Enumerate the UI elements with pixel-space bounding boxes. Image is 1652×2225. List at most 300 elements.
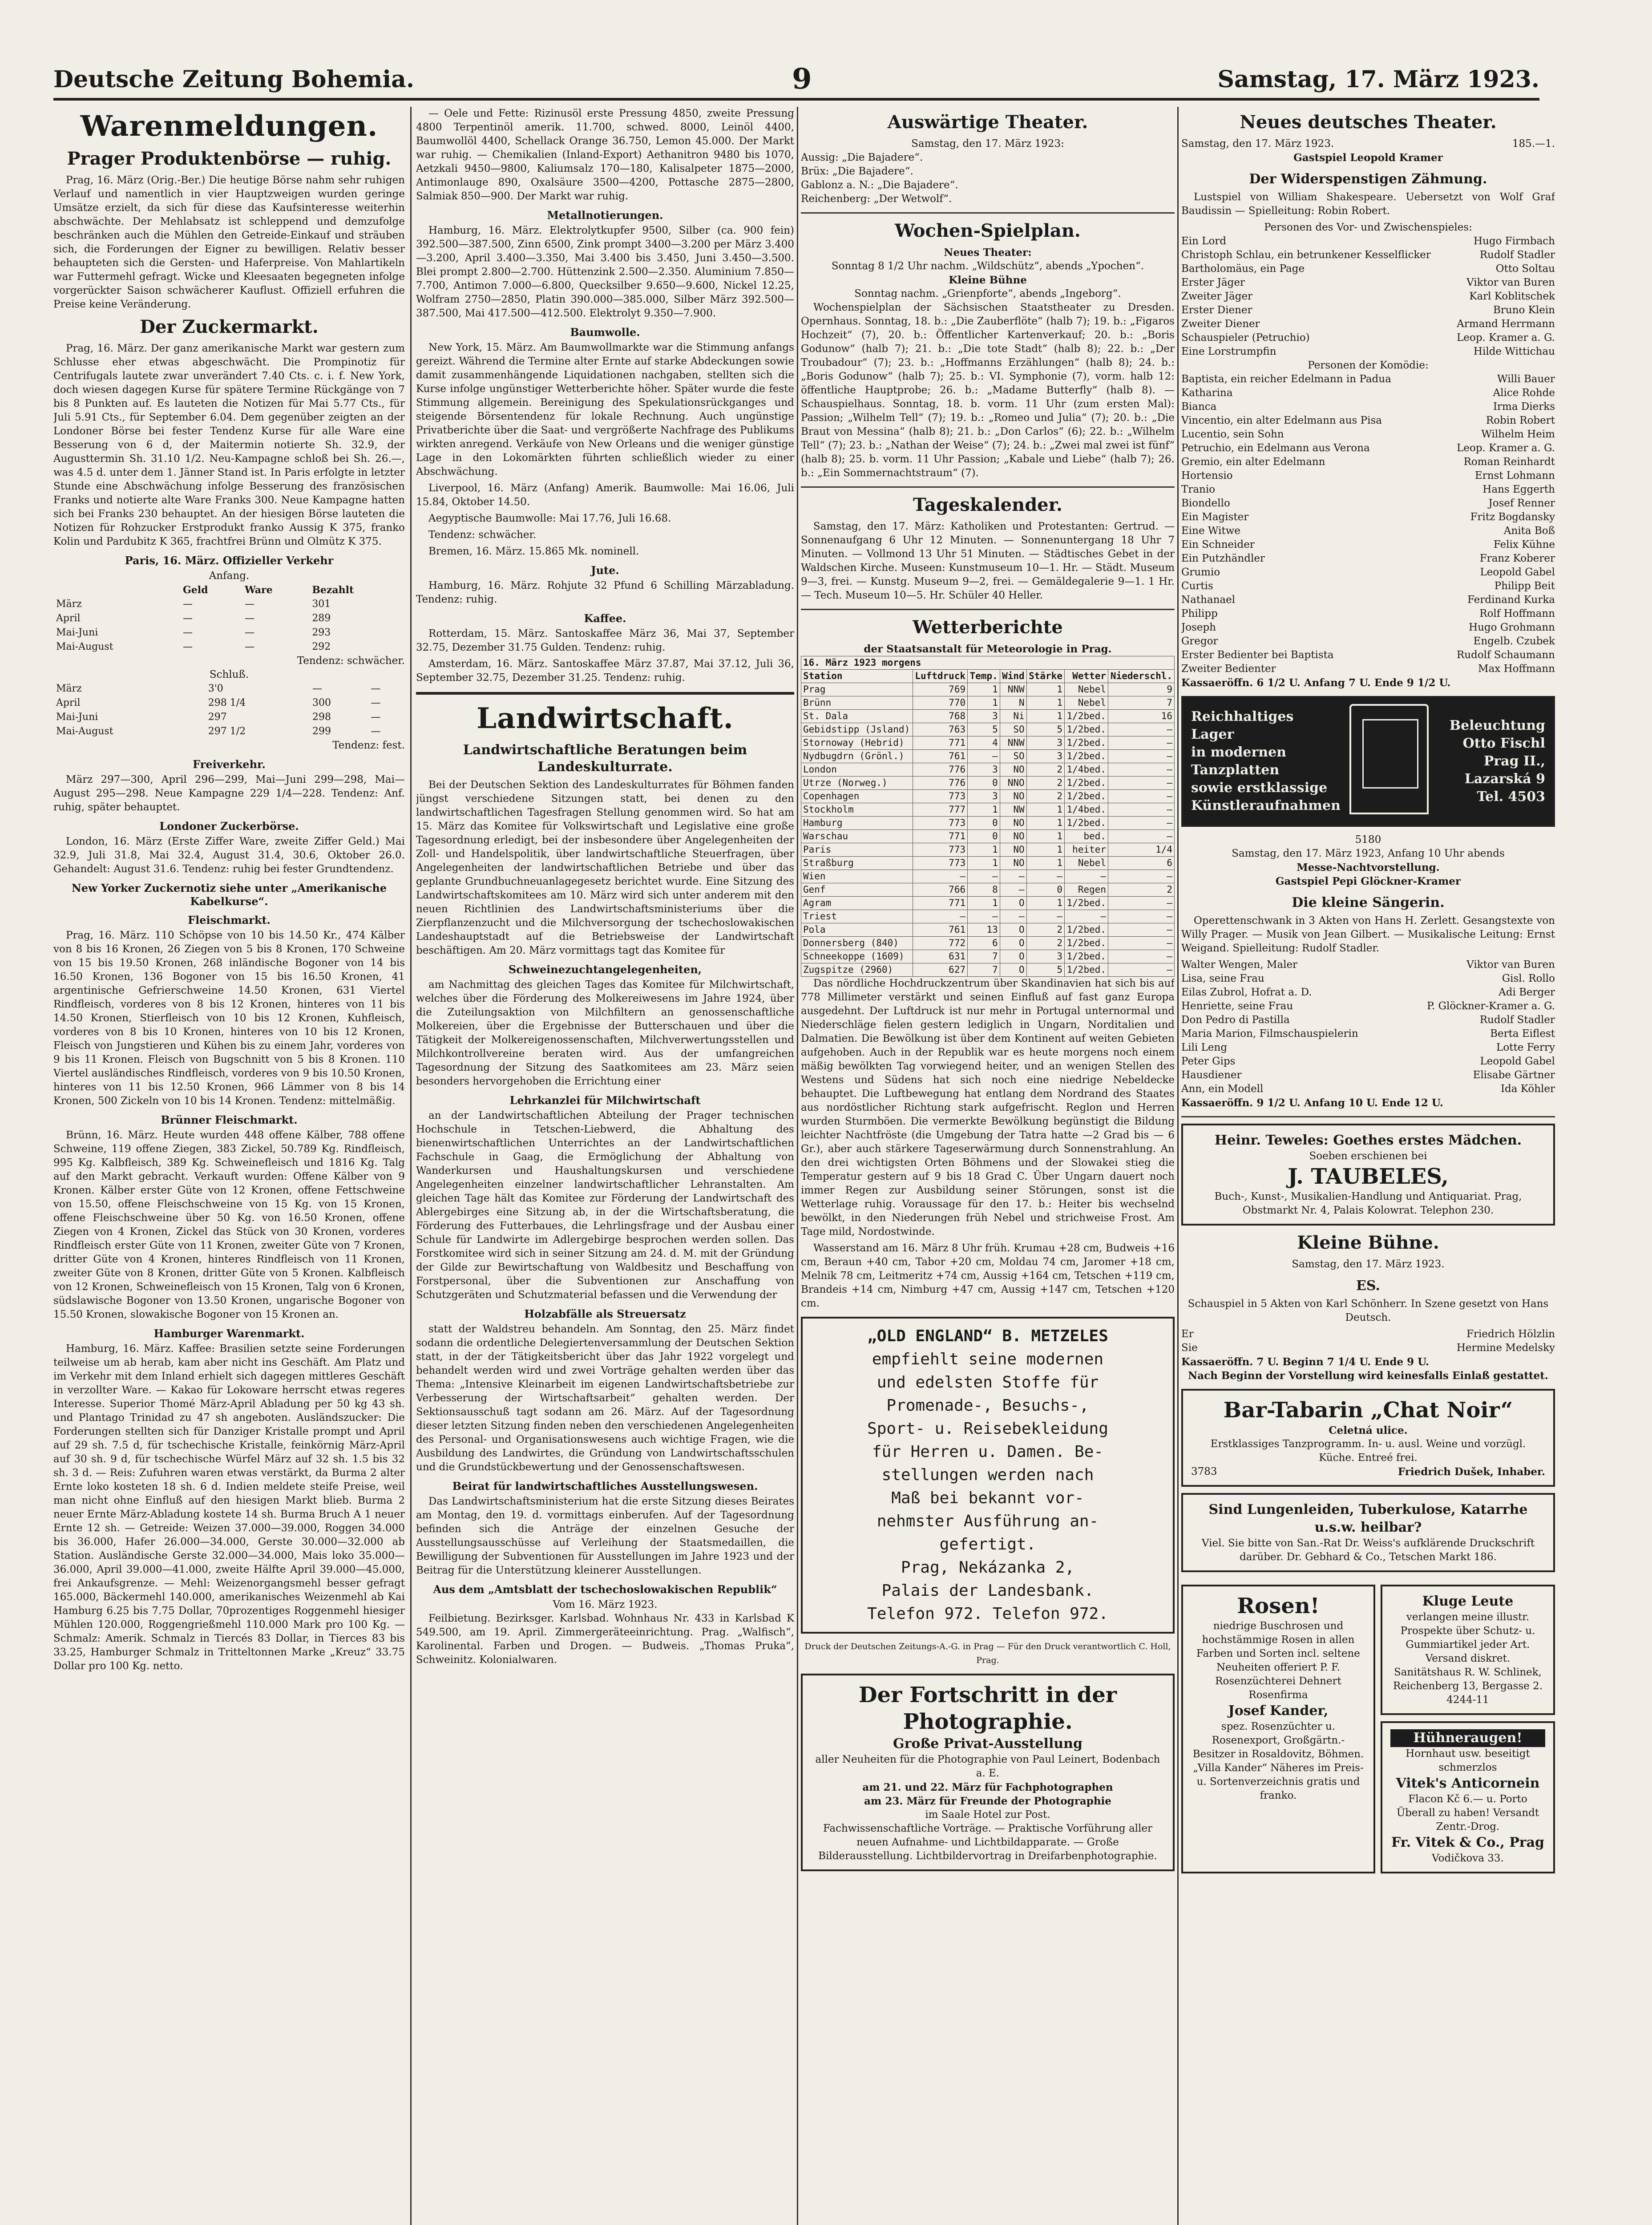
cast-row bbox=[1181, 538, 1555, 552]
table-cell: Stornoway (Hebrid) bbox=[801, 736, 913, 750]
article-heading: Jute. bbox=[591, 564, 619, 577]
ad-line: am 21. und 22. März für Fachphotographen bbox=[862, 1781, 1113, 1793]
masthead bbox=[53, 62, 1539, 101]
ad-brand: Vitek's Anticornein bbox=[1396, 1776, 1540, 1791]
actor-name: Hilde Wittichau bbox=[1473, 346, 1555, 357]
table-cell: April bbox=[56, 697, 81, 708]
table-cell: N bbox=[1000, 696, 1026, 710]
table-row bbox=[53, 611, 405, 626]
actor-name: P. Glöckner-Kramer a. G. bbox=[1427, 1000, 1555, 1012]
table-cell: — bbox=[1108, 817, 1175, 830]
table-cell: heiter bbox=[1064, 843, 1108, 857]
table-cell: Schneekoppe (1609) bbox=[801, 950, 913, 963]
notice: Nach Beginn der Vorstellung wird keinesfalls Einlaß gestattet. bbox=[1188, 1370, 1548, 1382]
table-row bbox=[801, 897, 1175, 910]
table-cell: — bbox=[1108, 910, 1175, 923]
table-cell: — bbox=[1000, 910, 1026, 923]
section-title: Landwirtschaft. bbox=[477, 702, 734, 735]
cast-row bbox=[1181, 386, 1555, 400]
table-row bbox=[801, 923, 1175, 937]
column-market-reports bbox=[53, 107, 405, 2225]
table-cell: 777 bbox=[913, 803, 967, 817]
performance-times: Kassaeröffn. 6 1/2 U. Anfang 7 U. Ende 9 1/2 U. bbox=[1181, 677, 1451, 689]
article-heading: Kleine Bühne. bbox=[1297, 1232, 1439, 1253]
actor-name: Hans Eggerth bbox=[1482, 484, 1555, 495]
ad-line: Fachwissenschaftliche Vorträge. — Praktische Vorführung aller neuen Aufnahme- und Lichtbildapparate. — Große Bilderausstellung. Lichtbildervortrag in Dreifarbenphotographie. bbox=[818, 1823, 1157, 1862]
article-heading: Prager Produktenbörse — ruhig. bbox=[67, 148, 392, 169]
guest-performer: Gastspiel Leopold Kramer bbox=[1293, 152, 1443, 164]
cast-row bbox=[1181, 414, 1555, 428]
article-subheading: Holzabfälle als Streuersatz bbox=[524, 1307, 686, 1320]
table-cell: 1 bbox=[968, 857, 1000, 870]
table-cell: O bbox=[1000, 937, 1026, 950]
ad-phone: Tel. 4503 bbox=[1477, 789, 1545, 805]
table-cell: Agram bbox=[801, 897, 913, 910]
cast-label: Personen der Komödie: bbox=[1308, 360, 1429, 371]
ad-line: Erstklassiges Tanzprogramm. In- u. ausl. Weine und vorzügl. Küche. Entreé frei. bbox=[1210, 1438, 1526, 1464]
cast-list bbox=[1181, 958, 1555, 1096]
article-text: statt der Waldstreu behandeln. Am Sonntag, den 25. März findet sodann die ordentliche Delegiertenversammlung der Deutschen Sektion statt, in der der Tätigkeitsbericht über das Jahr 1922 vorgelegt und behandelt werden wird und zwei Vorträge gehalten werden über das Thema: „Intensive Kleinarbeit im eigenen Landwirtschaftsbetriebe zur Verbesserung der Wirtschaftsarbeit“ gehalten werden. Der Sektionsausschuß tagt sodann am 26. März. Auf der Tagesordnung dieser letzten Sitzung finden neben den verschiedenen Angelegenheiten des Personal- und Organisationswesens auch wichtige Fragen, wie die Ausbildung des Landwirtes, die Gründung von Landwirtschaftsschulen und die Grundstückbewertung und der Genossenschaftswesen. bbox=[416, 1323, 794, 1473]
table-cell: Mai-August bbox=[56, 641, 113, 652]
ad-line: Telefon 972. Telefon 972. bbox=[867, 1605, 1108, 1623]
article-subheading: Schweinezuchtangelegenheiten, bbox=[508, 963, 702, 976]
performance-times: Kassaeröffn. 9 1/2 U. Anfang 10 U. Ende 12 U. bbox=[1181, 1097, 1443, 1109]
role-name: Lisa, seine Frau bbox=[1181, 973, 1264, 984]
actor-name: Hermine Medelsky bbox=[1456, 1342, 1555, 1354]
cast-row bbox=[1181, 1341, 1555, 1355]
article-subheading: der Staatsanstalt für Meteorologie in Prag. bbox=[864, 643, 1112, 655]
table-cell: Prag bbox=[801, 683, 913, 696]
cast-row bbox=[1181, 483, 1555, 497]
cast-row bbox=[1181, 331, 1555, 345]
table-cell: Warschau bbox=[801, 830, 913, 843]
cast-row bbox=[1181, 621, 1555, 635]
ad-line: Reichhaltiges Lager bbox=[1191, 709, 1294, 742]
table-cell: — bbox=[244, 599, 254, 610]
article-text: Brünn, 16. März. Heute wurden 448 offene Kälber, 788 offene Schweine, 119 offene Ziegen, 383 Zickel, 50.789 Kg. Rindfleisch, 995 Kg. Kalbfleisch, 389 Kg. Schweinefleisch und 1816 Kg. Talg auf den Markt gebracht. Verkauft wurden: Offene Kälber von 9 Kronen. Kälber erster Güte von 12 Kronen, offene Fettschweine von 15.50, offene Fleischschweine von 15 Kg. von 15 Kronen, offene Fleischschweine über 50 Kg. von 16.50 Kronen, offene Ziegen von 4 Kronen, Zickel das Stück von 30 Kronen, vorderes Rindfleisch erster Güte von 11 Kronen, zweiter Güte von 7 Kronen, dritter Güte von 4 Kronen, hinteres Rindfleisch von 11 Kronen, zweiter Güte von 8 Kronen, dritter Güte von 5 Kronen. Kalbfleisch von 12 Kronen, Schweinefleisch von 15 Kronen, Talg von 6 Kronen, südslawische Bogoner von 13.50 Kronen, ungarische Bogoner von 15.50 Kronen, slowakische Bogoner von 15 Kronen an. bbox=[53, 1129, 405, 1320]
role-name: Zweiter Jäger bbox=[1181, 291, 1253, 302]
article-text: London, 16. März (Erste Ziffer Ware, zweite Ziffer Geld.) Mai 32.9, Juli 31.8, Mai 32.4, August 31.4, 30.6, Oktober 26.0. Gehandelt: August 31.6. Tendenz: ruhig bei fester Grundtendenz. bbox=[53, 836, 405, 875]
table-caption: Anfang. bbox=[209, 570, 250, 582]
ad-line: gefertigt. bbox=[939, 1535, 1036, 1553]
table-cell: 1 bbox=[1026, 897, 1064, 910]
ad-line: verlangen meine illustr. Prospekte über Schutz- u. Gummiartikel jeder Art. Versand diskret. Sanitätshaus R. W. Schlinek, Reichenberg 13, Bergasse 2. bbox=[1393, 1611, 1543, 1692]
ad-row bbox=[1181, 1578, 1555, 1880]
role-name: Katharina bbox=[1181, 387, 1233, 399]
actor-name: Adi Berger bbox=[1499, 987, 1555, 998]
role-name: Eine Lorstrumpfin bbox=[1181, 346, 1276, 357]
table-cell: 1 bbox=[1026, 817, 1064, 830]
role-name: Gremio, ein alter Edelmann bbox=[1181, 456, 1325, 468]
table-cell: April bbox=[56, 613, 81, 624]
actor-name: Alice Rohde bbox=[1493, 387, 1555, 399]
table-row bbox=[801, 910, 1175, 923]
ad-line: Sport- u. Reisebekleidung bbox=[867, 1420, 1108, 1438]
actor-name: Ferdinand Kurka bbox=[1467, 594, 1555, 606]
rosen-ad bbox=[1181, 1585, 1375, 1873]
gramophone-icon bbox=[1349, 704, 1429, 814]
ad-line: im Saale Hotel zur Post. bbox=[925, 1809, 1050, 1820]
table-cell: 300 bbox=[312, 697, 331, 708]
cast-row bbox=[1181, 317, 1555, 331]
table-row bbox=[801, 857, 1175, 870]
play-title: Der Widerspenstigen Zähmung. bbox=[1249, 171, 1487, 187]
table-cell: SO bbox=[1000, 750, 1026, 763]
ad-line: Überall zu haben! Versandt Zentr.-Drog. bbox=[1396, 1807, 1539, 1833]
table-cell: SO bbox=[1000, 723, 1026, 736]
table-cell: Nebel bbox=[1064, 696, 1108, 710]
actor-name: Leopold Gabel bbox=[1480, 1056, 1555, 1067]
table-header bbox=[53, 583, 180, 597]
table-cell: — bbox=[1108, 830, 1175, 843]
table-cell: — bbox=[371, 712, 381, 723]
ad-line: Palais der Landesbank. bbox=[881, 1582, 1094, 1600]
section-title: Warenmeldungen. bbox=[80, 109, 378, 143]
kluge-ad bbox=[1381, 1585, 1555, 1715]
table-cell: 0 bbox=[968, 777, 1000, 790]
table-cell: 1/4 bbox=[1108, 843, 1175, 857]
table-cell: NNO bbox=[1000, 777, 1026, 790]
ad-title: Sind Lungenleiden, Tuberkulose, Katarrhe u.s.w. heilbar? bbox=[1208, 1502, 1528, 1535]
table-cell: 1 bbox=[1026, 843, 1064, 857]
list-item: Reichenberg: „Der Wetwolf“. bbox=[801, 193, 952, 205]
table-row bbox=[801, 736, 1175, 750]
cast-row bbox=[1181, 579, 1555, 593]
table-cell: 772 bbox=[913, 937, 967, 950]
table-cell: 0 bbox=[1026, 883, 1064, 897]
table-row bbox=[801, 963, 1175, 977]
actor-name: Rudolf Schaumann bbox=[1456, 649, 1555, 661]
role-name: Schauspieler (Petruchio) bbox=[1181, 332, 1310, 344]
ad-title: Kluge Leute bbox=[1422, 1594, 1514, 1609]
role-name: Gregor bbox=[1181, 635, 1218, 647]
table-cell: Hamburg bbox=[801, 817, 913, 830]
column-commodities-agriculture bbox=[416, 107, 794, 2225]
actor-name: Franz Koberer bbox=[1479, 553, 1555, 564]
table-row bbox=[53, 640, 405, 654]
ad-address: Celetná ulice. bbox=[1329, 1424, 1408, 1436]
cast-row bbox=[1181, 972, 1555, 986]
role-name: Eilas Zubrol, Hofrat a. D. bbox=[1181, 987, 1312, 998]
table-cell: 6 bbox=[968, 937, 1000, 950]
table-cell: 3 bbox=[1026, 950, 1064, 963]
role-name: Walter Wengen, Maler bbox=[1181, 959, 1298, 971]
cast-row bbox=[1181, 607, 1555, 621]
role-name: Ein Putzhändler bbox=[1181, 553, 1265, 564]
actor-name: Armand Herrmann bbox=[1457, 318, 1555, 330]
table-cell: 3 bbox=[968, 790, 1000, 803]
table-cell: 1 bbox=[1026, 710, 1064, 723]
table-cell: — bbox=[968, 870, 1000, 883]
ad-line: sowie erstklassige bbox=[1191, 780, 1328, 796]
table-cell: 5 bbox=[968, 723, 1000, 736]
actor-name: Viktor van Buren bbox=[1466, 959, 1555, 971]
table-cell: 1/2bed. bbox=[1064, 723, 1108, 736]
cast-list bbox=[1181, 372, 1555, 676]
table-cell: — bbox=[1108, 950, 1175, 963]
table-cell: 1/2bed. bbox=[1064, 897, 1108, 910]
actor-name: Berta Eiflest bbox=[1490, 1028, 1555, 1040]
play-title: Die kleine Sängerin. bbox=[1292, 895, 1445, 910]
article-heading: New Yorker Zuckernotiz siehe unter „Amerikanische Kabelkurse“. bbox=[71, 882, 387, 908]
ad-address: Prag II., Lazarská 9 bbox=[1464, 753, 1545, 787]
photography-ad bbox=[801, 1674, 1175, 1871]
cast-row bbox=[1181, 1082, 1555, 1096]
list-item: Brüx: „Die Bajadere“. bbox=[801, 166, 913, 177]
table-cell: 3 bbox=[968, 763, 1000, 777]
table-cell: Mai-August bbox=[56, 726, 113, 737]
ad-footer bbox=[1191, 1465, 1545, 1479]
article-text: Feilbietung. Bezirksger. Karlsbad. Wohnhaus Nr. 433 in Karlsbad K 549.500, am 19. April. Zimmergeräteeinrichtung. Prag. „Walfisch“, Karolinental. Farben und Drogen. — Budweis. „Thomas Pruka“, Schweinitz. Kolonialwaren. bbox=[416, 1613, 794, 1666]
ad-line: aller Neuheiten für die Photographie von Paul Leinert, Bodenbach a. E. bbox=[815, 1754, 1160, 1779]
ad-line: in modernen bbox=[1191, 744, 1286, 760]
article-text: Hamburg, 16. März. Kaffee: Brasilien setzte seine Forderungen teilweise um ab herab, kam aber nicht ins Geschäft. Am Platz und im Verkehr mit dem Inland erhielt sich dagegen mittleres Geschäft in verzollter Ware. — Kakao für Lokoware herrscht etwas regeres Interesse. Superior Thomé März-April Abladung per 50 kg 43 sh. und Plantago Trinidad zu 47 sh angeboten. Ausländszucker: Die Forderungen stellten sich für Danziger Kristalle prompt und April auf 29 sh. 7.5 d, für tschechische Kristalle, feinkörnig März-April auf 30 sh. 9 d, für tschechische Würfel März auf 32 sh. 1.5 bis 32 sh. 3 d. — Reis: Zufuhren waren etwas verstärkt, da Burma 2 alter Ernte loko kosteten 18 sh. 6 d. Indien meldete steife Preise, weil man nicht ohne Einfluß auf den hiesigen Markt blieb. Burma 2 neuer Ernte März-Abladung kostete 14 sh. Burma Bruch A 1 neuer Ernte 12 sh. — Getreide: Weizen 37.000—39.000, Roggen 34.000 bis 36.000, Hafer 26.000—34.000, Gerste 30.000—32.000 ab Station. Ausländische Gerste 32.000—34.000, Mais loko 35.000—36.000, April 39.000—41.000, zweite Hälfte April 39.000—45.000, frei Ankaufsgrenze. — Mehl: Weizenorgangsmehl besser gefragt 165.000, Bäckermehl 140.000, amerikanisches Weizenmehl ab Kai Hamburg 6.25 bis 7.75 Dollar, 70prozentiges Roggenmehl hiesiger Mühlen 120.000, Roggengrießmehl 110.000 Mark pro 100 Kg. — Schmalz: Amerik. Schmalz in Tiercés 83 Dollar, in Tierces 83 bis 33.25, Hamburger Schmalz in Tritteltonnen Marke „Kreuz“ 33.75 Dollar pro 100 Kg. netto. bbox=[53, 1343, 405, 1672]
article-heading: Wochen-Spielplan. bbox=[895, 220, 1081, 241]
table-cell: 770 bbox=[913, 696, 967, 710]
ad-brand: Josef Kander, bbox=[1228, 1703, 1329, 1719]
article-text: Hamburg, 16. März. Elektrolytkupfer 9500, Silber (ca. 900 fein) 392.500—387.500, Zinn 6500, Zink prompt 3400—3.200 per März 3.400—3.200, April 3.400—3.350, Mai 3.400 bis 3.450, Juni 3.450—3.500. Blei prompt 2.800—2.700. Hüttenzink 2.500—2.350. Aluminium 7.850—7.700, Antimon 7.000—6.800, Quecksilber 9.650—9.600, Nickel 12.25, Wolfram 2750—2850, Platin 390.000—385.000, Silber März 392.500—387.500, Mai 417.500—412.500. Elektrolyt 9.350—7.900. bbox=[416, 225, 794, 319]
article-date: Samstag, den 17. März 1923. bbox=[1292, 1258, 1445, 1270]
article-text: Liverpool, 16. März (Anfang) Amerik. Baumwolle: Mai 16.06, Juli 15.84, Oktober 14.50. bbox=[416, 482, 794, 508]
weather-table bbox=[801, 656, 1175, 977]
role-name: Joseph bbox=[1181, 622, 1216, 633]
table-cell: — bbox=[1108, 763, 1175, 777]
article-text: Wochenspielplan der Sächsischen Staatstheater zu Dresden. Opernhaus. Sonntag, 18. b.: „Die Zauberflöte“ (halb 7); 19. b.: „Figaros Hochzeit“ (7), 20. b.: Öffentlicher Kartenverkauf; 20. b.: „Boris Godunow“ (halb 7); 21. b.: „Die tote Stadt“ (halb 8); 22. b.: „Der Troubadour“ (7); 23. b.: „Hoffmanns Erzählungen“ (halb 8); 24. b.: „Boris Godunow“ (halb 7); 25. b.: VI. Symphonie (7), vorm. halb 12: öffentliche Hauptprobe; 26. b.: „Madame Butterfly“ (halb 8). — Schauspielhaus. Sonntag, 18. b. vorm. 11 Uhr (zum ersten Mal): Passion; „Wilhelm Tell“ (7); 19. b.: „Romeo und Julia“ (7); 20. b.: „Die Braut von Messina“ (halb 8); 21. b.: „Don Carlos“ (6); 22. b.: „Wilhelm Tell“ (7); 23. b.: „Nathan der Weise“ (7); 24. b.: „Zwei mal zwei ist fünf“ (halb 8); 25. b. vorm. 11 Uhr Passion; „Kabale und Liebe“ (halb 7); 26. b.: „Ein Sommernachtstraum“ (7). bbox=[801, 302, 1175, 479]
article-heading: Landwirtschaftliche Beratungen beim Landeskulturrate. bbox=[463, 742, 747, 775]
play-title: ES. bbox=[1356, 1278, 1380, 1294]
table-cell: O bbox=[1000, 963, 1026, 977]
table-cell: 627 bbox=[913, 963, 967, 977]
table-cell: Mai-Juni bbox=[56, 627, 98, 638]
play-credits: Operettenschwank in 3 Akten von Hans H. Zerlett. Gesangstexte von Willy Prager. — Musik von Jean Gilbert. — Musikalische Leitung: Ernst Weigand. Spielleitung: Rudolf Stadler. bbox=[1181, 915, 1555, 954]
table-cell: — bbox=[1026, 870, 1064, 883]
performance-header bbox=[1181, 137, 1555, 151]
cast-row bbox=[1181, 552, 1555, 566]
table-cell: 768 bbox=[913, 710, 967, 723]
table-cell: — bbox=[1000, 883, 1026, 897]
article-date: Vom 16. März 1923. bbox=[553, 1599, 658, 1610]
table-cell: — bbox=[1026, 910, 1064, 923]
divider bbox=[416, 692, 794, 695]
ad-title: Bar-Tabarin „Chat Noir“ bbox=[1223, 1398, 1513, 1423]
table-cell: NO bbox=[1000, 817, 1026, 830]
role-name: Philipp bbox=[1181, 608, 1218, 619]
actor-name: Roman Reinhardt bbox=[1463, 456, 1555, 468]
table-cell: 7 bbox=[968, 963, 1000, 977]
article-text: Wasserstand am 16. März 8 Uhr früh. Krumau +28 cm, Budweis +16 cm, Beraun +40 cm, Tabor +20 cm, Moldau 74 cm, Jaromer +18 cm, Melnik 78 cm, Leitmeritz +74 cm, Aussig +164 cm, Tetschen +119 cm, Brandeis +14 cm, Nimburg +47 cm, Aussig +147 cm, Tetschen +120 cm. bbox=[801, 1242, 1175, 1309]
table-cell: 1 bbox=[968, 696, 1000, 710]
cast-row bbox=[1181, 455, 1555, 469]
cast-row bbox=[1181, 262, 1555, 276]
role-name: Nathanael bbox=[1181, 594, 1236, 606]
table-cell: Nydbugdrn (Grönl.) bbox=[801, 750, 913, 763]
table-row bbox=[801, 710, 1175, 723]
ad-subtitle: Große Privat-Ausstellung bbox=[893, 1736, 1082, 1752]
table-cell: — bbox=[244, 641, 254, 652]
table-cell: März bbox=[56, 599, 82, 610]
table-cell: Mai-Juni bbox=[56, 712, 98, 723]
table-cell: 1 bbox=[1026, 683, 1064, 696]
table-caption: 16. März 1923 morgens bbox=[801, 656, 1175, 670]
actor-name: Philipp Beit bbox=[1494, 580, 1555, 592]
table-row bbox=[53, 724, 405, 739]
cast-row bbox=[1181, 510, 1555, 524]
guest-performer: Gastspiel Pepi Glöckner-Kramer bbox=[1275, 875, 1461, 887]
performance-times: Kassaeröffn. 7 U. Beginn 7 1/4 U. Ende 9 U. bbox=[1181, 1356, 1430, 1368]
role-name: Ein Schneider bbox=[1181, 539, 1255, 550]
article-date: Samstag, den 17. März 1923. bbox=[1181, 138, 1334, 150]
table-cell: 0 bbox=[968, 830, 1000, 843]
actor-name: Viktor van Buren bbox=[1466, 277, 1555, 288]
role-name: Lili Leng bbox=[1181, 1042, 1228, 1053]
ad-line: Künstleraufnahmen bbox=[1191, 798, 1341, 813]
actor-name: Leopold Gabel bbox=[1480, 566, 1555, 578]
divider bbox=[801, 486, 1175, 488]
table-cell: 289 bbox=[312, 613, 331, 624]
table-cell: 1 bbox=[1026, 696, 1064, 710]
actor-name: Robin Robert bbox=[1486, 415, 1555, 426]
table-cell: 1/2bed. bbox=[1064, 963, 1108, 977]
table-cell: 2 bbox=[1026, 790, 1064, 803]
table-cell: NO bbox=[1000, 830, 1026, 843]
cast-row bbox=[1181, 441, 1555, 455]
ad-ref: 5180 bbox=[1355, 834, 1381, 846]
table-cell: Ni bbox=[1000, 710, 1026, 723]
table-cell: O bbox=[1000, 897, 1026, 910]
table-cell: 771 bbox=[913, 830, 967, 843]
table-row bbox=[801, 830, 1175, 843]
article-text: — Oele und Fette: Rizinusöl erste Pressung 4850, zweite Pressung 4800 Terpentinöl amerik. 11.700, schwed. 8000, Leinöl 4400, Baumwollöl 4400, Schellack Orange 36.750, Lemon 45.000. Der Markt war ruhig. — Chemikalien (Inland-Export) Aethanitron 9480 bis 1070, Aetzkali 9450—9800, Kaliumsalz 170—180, Kalisalpeter 1875—2000, Antimonlauge 890, Oxalsäure 3500—4200, Pottasche 2875—2800, Salmiak 850—900. Der Markt war ruhig. bbox=[416, 108, 794, 202]
table-row bbox=[801, 950, 1175, 963]
article-text: März 297—300, April 296—299, Mai—Juni 299—298, Mai—August 295—298. Neue Kampagne 229 1/4—228. Tendenz: Anf. ruhig, später behauptet. bbox=[53, 774, 405, 813]
role-name: Erster Diener bbox=[1181, 304, 1252, 316]
cast-row bbox=[1181, 469, 1555, 483]
article-heading: Freiverkehr. bbox=[193, 758, 266, 771]
role-name: Tranio bbox=[1181, 484, 1216, 495]
role-name: Hortensio bbox=[1181, 470, 1233, 481]
table-header: Wetter bbox=[1064, 670, 1108, 683]
bar-ad bbox=[1181, 1389, 1555, 1487]
cast-row bbox=[1181, 290, 1555, 303]
table-cell: — bbox=[1108, 736, 1175, 750]
table-cell: 297 bbox=[208, 712, 227, 723]
table-cell: NO bbox=[1000, 857, 1026, 870]
table-cell: NW bbox=[1000, 803, 1026, 817]
cast-row bbox=[1181, 497, 1555, 510]
table-cell: 1/2bed. bbox=[1064, 710, 1108, 723]
table-cell: — bbox=[1108, 963, 1175, 977]
table-cell: 631 bbox=[913, 950, 967, 963]
table-cell: 2 bbox=[1026, 923, 1064, 937]
table-cell: 1 bbox=[1026, 857, 1064, 870]
table-cell: 1 bbox=[968, 897, 1000, 910]
table-cell: St. Dala bbox=[801, 710, 913, 723]
table-cell: 293 bbox=[312, 627, 331, 638]
table-header: Stärke bbox=[1026, 670, 1064, 683]
actor-name: Ida Köhler bbox=[1500, 1083, 1555, 1095]
article-heading: Brünner Fleischmarkt. bbox=[161, 1113, 298, 1126]
actor-name: Engelb. Czubek bbox=[1473, 635, 1555, 647]
cast-row bbox=[1181, 986, 1555, 999]
table-cell: März bbox=[56, 683, 82, 694]
table-row bbox=[801, 683, 1175, 696]
ad-line: stellungen werden nach bbox=[881, 1466, 1094, 1484]
cast-row bbox=[1181, 662, 1555, 676]
table-cell: Pola bbox=[801, 923, 913, 937]
table-cell: 776 bbox=[913, 777, 967, 790]
ad-address: Buch-, Kunst-, Musikalien-Handlung und Antiquariat. Prag, Obstmarkt Nr. 4, Palais Kolowrat. Telephon 230. bbox=[1214, 1191, 1522, 1216]
table-cell: Straßburg bbox=[801, 857, 913, 870]
article-heading: Auswärtige Theater. bbox=[887, 112, 1088, 133]
ad-line: Promenade-, Besuchs-, bbox=[886, 1396, 1089, 1415]
table-cell: 761 bbox=[913, 923, 967, 937]
ad-line: niedrige Buschrosen und hochstämmige Rosen in allen Farben und Sorten incl. seltene Neuheiten offeriert P. F. Rosenzüchterei Dehnert Rosenfirma bbox=[1196, 1620, 1360, 1701]
table-cell: 771 bbox=[913, 897, 967, 910]
table-cell: 1/4bed. bbox=[1064, 763, 1108, 777]
table-cell: 1/2bed. bbox=[1064, 817, 1108, 830]
table-row bbox=[801, 870, 1175, 883]
table-header: Geld bbox=[183, 584, 208, 596]
table-cell: 16 bbox=[1108, 710, 1175, 723]
role-name: Erster Bedienter bei Baptista bbox=[1181, 649, 1334, 661]
article-heading: Londoner Zuckerbörse. bbox=[159, 820, 299, 833]
table-cell: — bbox=[183, 641, 193, 652]
table-cell: 1 bbox=[1026, 803, 1064, 817]
table-cell: — bbox=[1108, 803, 1175, 817]
table-caption: Schluß. bbox=[209, 669, 249, 680]
cast-row bbox=[1181, 648, 1555, 662]
article-heading: Wetterberichte bbox=[913, 617, 1063, 638]
ad-text-block bbox=[1191, 708, 1341, 815]
role-name: Don Pedro di Pastilla bbox=[1181, 1014, 1290, 1026]
ad-line: „OLD ENGLAND“ B. METZELES bbox=[867, 1327, 1108, 1345]
ad-ref: 4244-11 bbox=[1446, 1694, 1489, 1706]
actor-name: Hugo Grohmann bbox=[1469, 622, 1555, 633]
table-row bbox=[801, 790, 1175, 803]
role-name: Petruchio, ein Edelmann aus Verona bbox=[1181, 442, 1370, 454]
divider bbox=[801, 609, 1175, 610]
cast-row bbox=[1181, 400, 1555, 414]
article-heading: Fleischmarkt. bbox=[188, 914, 271, 926]
role-name: Grumio bbox=[1181, 566, 1220, 578]
ad-line: Maß bei bekannt vor- bbox=[891, 1489, 1084, 1507]
cast-row bbox=[1181, 524, 1555, 538]
table-cell: Gebidstipp (Jsland) bbox=[801, 723, 913, 736]
table-cell: — bbox=[1064, 910, 1108, 923]
article-heading: Kaffee. bbox=[584, 612, 626, 625]
table-cell: 297 1/2 bbox=[208, 726, 246, 737]
actor-name: Gisl. Rollo bbox=[1502, 973, 1555, 984]
article-text: am Nachmittag des gleichen Tages das Komitee für Milchwirtschaft, welches über die Förderung des Molkereiwesens im Jahre 1924, über die Zuteilungsaktion von Milchfiltern an genossenschaftliche Molkereien, über die Ergebnisse der Butterschauen und über die Tätigkeit der Molkereigenossenschaften, Milchverwertungsstellen und Milchkontrollvereine beraten wird. Aus der umfangreichen Tagesordnung der Sitzung des Saatkomitees am 23. März seien besonders hervorgehoben die Errichtung einer bbox=[416, 979, 794, 1087]
table-cell: 761 bbox=[913, 750, 967, 763]
table-row bbox=[801, 777, 1175, 790]
article-text: Rotterdam, 15. März. Santoskaffee März 36, Mai 37, September 32.75, Dezember 31.75 Gulden. Tendenz: ruhig. bbox=[416, 628, 794, 653]
table-row bbox=[53, 696, 405, 710]
table-cell: Copenhagen bbox=[801, 790, 913, 803]
paper-name: Deutsche Zeitung Bohemia. bbox=[53, 66, 414, 93]
table-cell: 292 bbox=[312, 641, 331, 652]
table-cell: 763 bbox=[913, 723, 967, 736]
table-cell: Wien bbox=[801, 870, 913, 883]
actor-name: Bruno Klein bbox=[1493, 304, 1555, 316]
actor-name: Willi Bauer bbox=[1497, 373, 1555, 385]
actor-name: Felix Kühne bbox=[1493, 539, 1555, 550]
table-cell: 766 bbox=[913, 883, 967, 897]
table-cell: 7 bbox=[1108, 696, 1175, 710]
table-cell: — bbox=[913, 910, 967, 923]
article-text: Das Landwirtschaftsministerium hat die erste Sitzung dieses Beirates am Montag, den 19. d. vormittags einberufen. Auf der Tagesordnung befinden sich die Anträge der einzelnen Gesuche der Ausstellungsausschüsse auf Verleihung der Staatsmedaillen, die Bewilligung der Subventionen für Ausstellungen im Jahre 1923 und der Beitrag für die Unterstützung kleinerer Ausstellungen. bbox=[416, 1496, 794, 1576]
table-header: Wind bbox=[1000, 670, 1026, 683]
